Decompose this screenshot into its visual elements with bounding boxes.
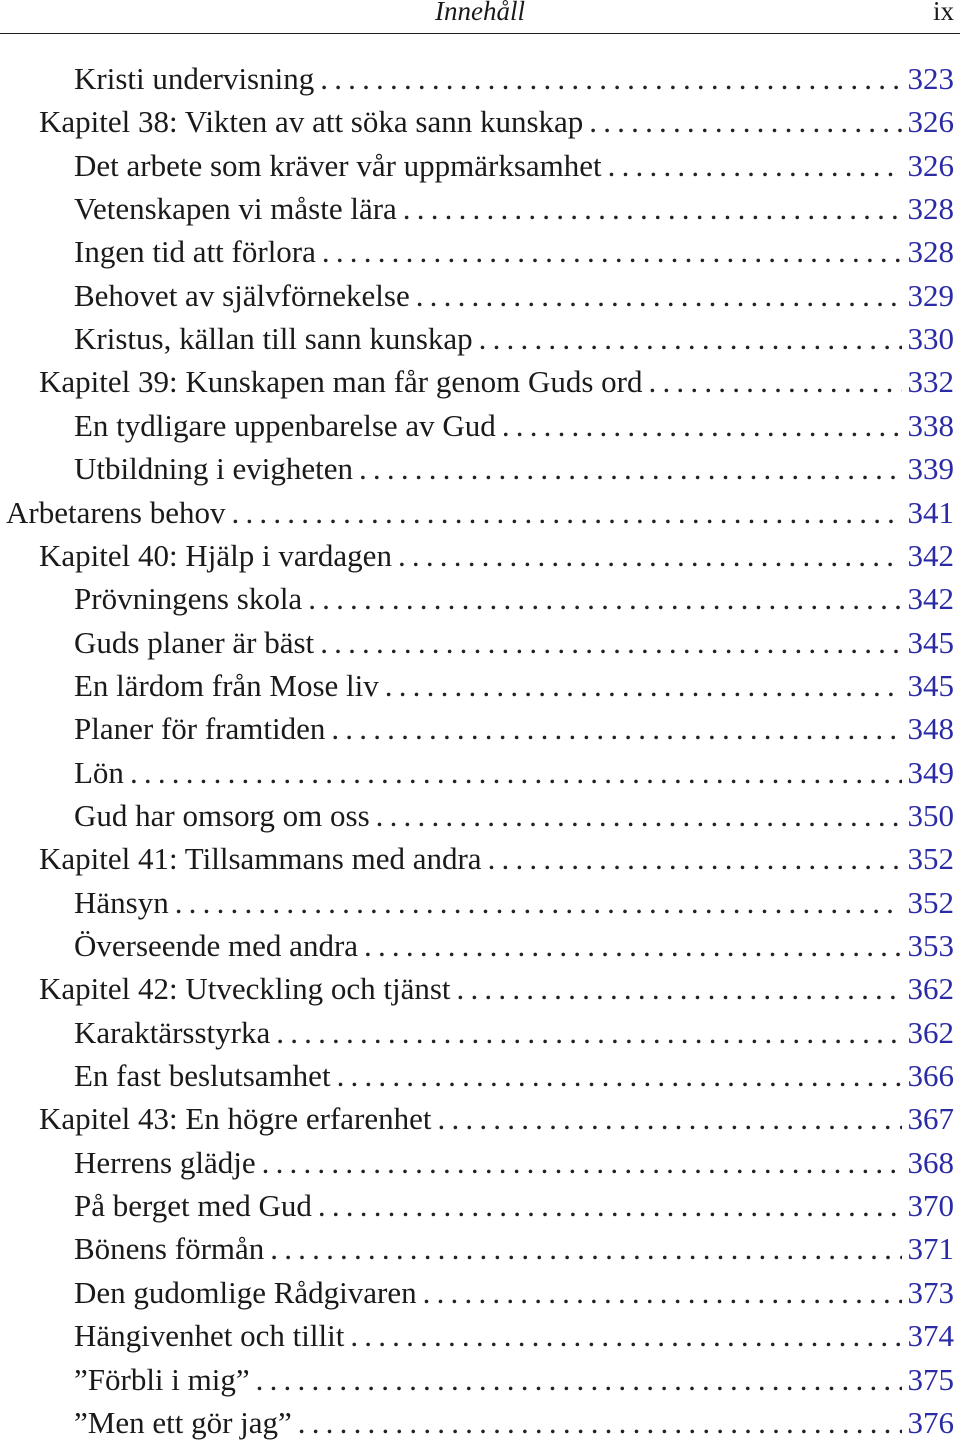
header-page-number: ix (932, 0, 954, 26)
toc-entry-page-link[interactable]: 342 (907, 537, 954, 573)
toc-entry[interactable] (74, 230, 954, 273)
toc-entry-page-link[interactable]: 339 (907, 451, 954, 487)
dot-leader (169, 881, 902, 924)
toc-entry-page-link[interactable]: 367 (907, 1101, 954, 1137)
toc-entry-title: Kapitel 41: Tillsammans med andra (39, 841, 482, 877)
dot-leader (392, 534, 902, 577)
toc-entry-page-link[interactable]: 330 (907, 321, 954, 357)
toc-entry-title: Karaktärsstyrka (74, 1014, 271, 1050)
toc-entry[interactable] (74, 794, 954, 837)
dot-leader (344, 1314, 901, 1357)
toc-entry[interactable] (39, 967, 954, 1010)
toc-entry-title: Ingen tid att förlora (74, 234, 316, 270)
toc-entry-title: Herrens glädje (74, 1144, 256, 1180)
toc-entry-title: Gud har omsorg om oss (74, 797, 370, 833)
dot-leader (316, 230, 902, 273)
toc-entry-title: Kapitel 43: En högre erfarenhet (39, 1101, 432, 1137)
toc-entry-title: En tydligare uppenbarelse av Gud (74, 407, 496, 443)
toc-entry[interactable] (74, 1271, 954, 1314)
dot-leader (270, 1011, 901, 1054)
toc-entry-page-link[interactable]: 371 (907, 1231, 954, 1267)
dot-leader (379, 664, 902, 707)
toc-entry-title: Överseende med andra (74, 928, 359, 963)
toc-entry-page-link[interactable]: 332 (907, 364, 954, 400)
toc-entry-title: Kapitel 40: Hjälp i vardagen (39, 537, 392, 573)
toc-entry-title: Arbetarens behov (6, 494, 226, 530)
toc-entry-title: Det arbete som kräver vår uppmärksamhet (74, 147, 602, 183)
toc-entry-page-link[interactable]: 370 (907, 1188, 954, 1224)
toc-entry-page-link[interactable]: 362 (907, 971, 954, 1007)
dot-leader (124, 751, 902, 794)
toc-entry-page-link[interactable]: 342 (907, 581, 954, 617)
toc-entry-page-link[interactable]: 323 (907, 61, 954, 96)
toc-entry-title: En lärdom från Mose liv (74, 667, 379, 703)
running-header (0, 0, 960, 34)
toc-entry[interactable] (74, 751, 954, 794)
dot-leader (370, 794, 902, 837)
toc-entry-page-link[interactable]: 341 (907, 494, 954, 530)
dot-leader (473, 317, 902, 360)
toc-entry[interactable] (39, 360, 954, 403)
toc-entry[interactable] (74, 924, 954, 967)
toc-entry-title: ”Men ett gör jag” (74, 1404, 292, 1440)
toc-entry[interactable] (74, 1184, 954, 1227)
dot-leader (264, 1227, 901, 1270)
dot-leader (250, 1358, 902, 1401)
dot-leader (314, 621, 901, 664)
toc-entry[interactable] (74, 1401, 954, 1444)
toc-entry[interactable] (74, 317, 954, 360)
toc-entry-title: Kristi undervisning (74, 61, 315, 96)
toc-entry-page-link[interactable]: 349 (907, 754, 954, 790)
toc-entry-page-link[interactable]: 366 (907, 1058, 954, 1094)
toc-entry[interactable] (74, 1011, 954, 1054)
toc-entry-page-link[interactable]: 326 (907, 104, 954, 140)
toc-entry-page-link[interactable]: 329 (907, 277, 954, 313)
dot-leader (353, 447, 902, 490)
toc-entry[interactable] (74, 881, 954, 924)
toc-entry[interactable] (74, 144, 954, 187)
toc-entry[interactable] (39, 1097, 954, 1140)
dot-leader (602, 144, 902, 187)
dot-leader (482, 837, 902, 880)
toc-entry-page-link[interactable]: 345 (907, 624, 954, 660)
dot-leader (496, 404, 902, 447)
dot-leader (292, 1401, 902, 1444)
toc-entry[interactable] (74, 621, 954, 664)
toc-entry-page-link[interactable]: 338 (907, 407, 954, 443)
toc-entry[interactable] (39, 534, 954, 577)
toc-entry-page-link[interactable]: 328 (907, 191, 954, 227)
toc-entry-title: Hänsyn (74, 884, 169, 920)
toc-entry-page-link[interactable]: 352 (907, 841, 954, 877)
dot-leader (451, 967, 902, 1010)
toc-entry[interactable] (74, 707, 954, 750)
toc-entry-title: Kapitel 39: Kunskapen man får genom Guds ord (39, 364, 643, 400)
toc-entry-page-link[interactable]: 362 (907, 1014, 954, 1050)
toc-entry-title: Hängivenhet och tillit (74, 1318, 345, 1354)
toc-entry-title: Kapitel 42: Utveckling och tjänst (39, 971, 451, 1007)
toc-entry-page-link[interactable]: 368 (907, 1144, 954, 1180)
toc-entry-title: Behovet av självförnekelse (74, 277, 410, 313)
dot-leader (417, 1271, 902, 1314)
toc-entry-page-link[interactable]: 352 (907, 884, 954, 920)
dot-leader (583, 100, 901, 143)
toc-entry[interactable] (74, 577, 954, 620)
toc-entry[interactable] (39, 837, 954, 880)
dot-leader (312, 1184, 902, 1227)
toc-entry-page-link[interactable]: 348 (907, 711, 954, 747)
toc-entry[interactable] (39, 100, 954, 143)
toc-entry[interactable] (74, 1141, 954, 1184)
toc-entry-title: Den gudomlige Rådgivaren (74, 1274, 417, 1310)
toc-entry-page-link[interactable]: 350 (907, 797, 954, 833)
toc-entry-title: Guds planer är bäst (74, 624, 315, 660)
toc-entry-page-link[interactable]: 326 (907, 147, 954, 183)
toc-entry-title: Planer för framtiden (74, 711, 326, 747)
dot-leader (397, 187, 902, 230)
toc-entry[interactable] (74, 404, 954, 447)
toc-entry[interactable] (74, 664, 954, 707)
toc-entry[interactable] (74, 57, 954, 100)
toc-entry[interactable] (74, 1358, 954, 1401)
toc-entry-page-link[interactable]: 353 (907, 928, 954, 963)
toc-entry[interactable] (6, 491, 954, 534)
toc-entry-title: En fast beslutsamhet (74, 1058, 331, 1094)
toc-entry-page-link[interactable]: 374 (907, 1318, 954, 1354)
toc-entry-title: Utbildning i evigheten (74, 451, 353, 487)
toc-entry-title: Vetenskapen vi måste lära (74, 191, 397, 227)
toc-entry[interactable] (74, 274, 954, 317)
dot-leader (325, 707, 901, 750)
toc-entry-title: Bönens förmån (74, 1231, 265, 1267)
toc-entry-title: ”Förbli i mig” (74, 1361, 250, 1397)
toc-entry[interactable] (74, 1054, 954, 1097)
dot-leader (432, 1097, 902, 1140)
dot-leader (358, 924, 901, 967)
dot-leader (256, 1141, 902, 1184)
dot-leader (331, 1054, 902, 1097)
toc-entry-page-link[interactable]: 375 (907, 1361, 954, 1397)
dot-leader (302, 577, 901, 620)
toc-entry-page-link[interactable]: 373 (907, 1274, 954, 1310)
toc-entry[interactable] (74, 447, 954, 490)
toc-entry-page-link[interactable]: 345 (907, 667, 954, 703)
toc-entry-title: På berget med Gud (74, 1188, 312, 1224)
dot-leader (314, 57, 901, 100)
toc-entry-title: Kapitel 38: Vikten av att söka sann kunskap (39, 104, 584, 140)
toc-entry-title: Prövningens skola (74, 581, 303, 617)
toc-entry-title: Kristus, källan till sann kunskap (74, 321, 473, 357)
toc-entry-page-link[interactable]: 376 (907, 1404, 954, 1440)
toc-entry-title: Lön (74, 754, 124, 790)
dot-leader (643, 360, 902, 403)
toc-entry[interactable] (74, 1227, 954, 1270)
toc-entry[interactable] (74, 187, 954, 230)
toc-entry[interactable] (74, 1314, 954, 1357)
dot-leader (410, 274, 902, 317)
header-title: Innehåll (435, 0, 525, 26)
toc-entry-page-link[interactable]: 328 (907, 234, 954, 270)
dot-leader (226, 491, 902, 534)
